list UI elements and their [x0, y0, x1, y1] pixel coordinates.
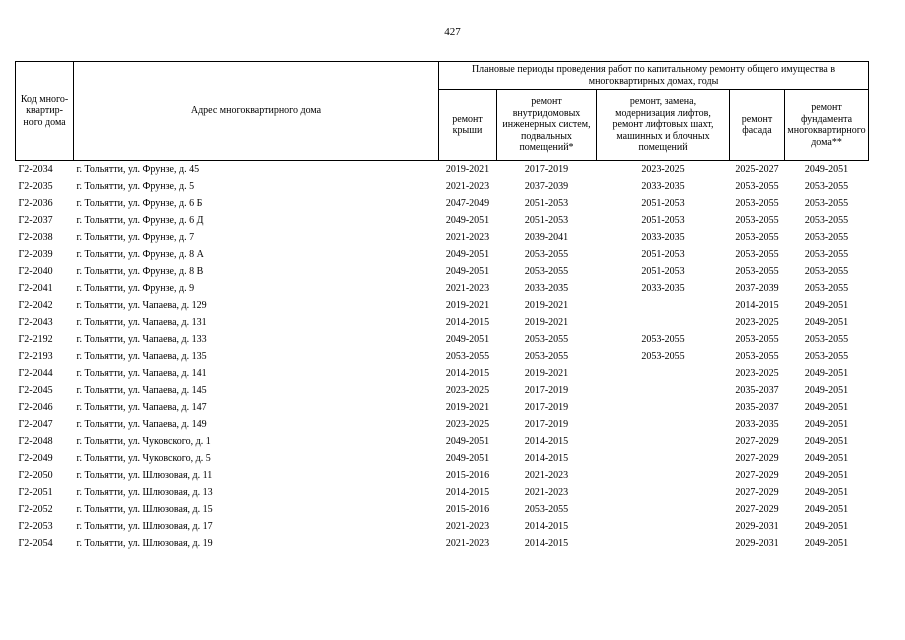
- cell-foundation: 2049-2051: [804, 163, 849, 175]
- table-row: [16, 416, 869, 433]
- cell-roof: 2019-2021: [445, 163, 490, 175]
- cell-code: Г2-2041: [18, 282, 53, 294]
- cell-code: Г2-2053: [18, 520, 53, 532]
- cell-code: Г2-2036: [18, 197, 53, 209]
- cell-lifts: 2051-2053: [641, 248, 685, 260]
- cell-address: г. Тольятти, ул. Чапаева, д. 129: [76, 299, 207, 311]
- cell-systems: 2021-2023: [524, 486, 569, 498]
- repair-schedule-table: [15, 61, 869, 552]
- cell-facade: 2027-2029: [735, 469, 779, 481]
- cell-foundation: 2049-2051: [804, 316, 849, 328]
- cell-lifts: 2053-2055: [641, 350, 685, 362]
- cell-foundation: 2049-2051: [804, 401, 849, 413]
- cell-foundation: 2049-2051: [804, 537, 849, 549]
- cell-code: Г2-2047: [18, 418, 53, 430]
- table-row: [16, 195, 869, 212]
- table-row: [16, 246, 869, 263]
- header-code: Код много- квартир- ного дома: [16, 62, 74, 161]
- cell-address: г. Тольятти, ул. Чапаева, д. 149: [76, 418, 207, 430]
- cell-facade: 2053-2055: [735, 180, 779, 192]
- cell-facade: 2035-2037: [735, 401, 779, 413]
- cell-foundation: 2049-2051: [804, 503, 849, 515]
- cell-roof: 2023-2025: [445, 418, 490, 430]
- table-row: [16, 331, 869, 348]
- cell-systems: 2019-2021: [524, 367, 569, 379]
- cell-code: Г2-2037: [18, 214, 53, 226]
- cell-systems: 2017-2019: [524, 418, 569, 430]
- cell-facade: 2033-2035: [735, 418, 779, 430]
- cell-address: г. Тольятти, ул. Фрунзе, д. 6 Б: [76, 197, 203, 209]
- cell-roof: 2015-2016: [445, 503, 490, 515]
- cell-facade: 2053-2055: [735, 333, 779, 345]
- cell-systems: 2014-2015: [524, 537, 569, 549]
- table-row: [16, 399, 869, 416]
- cell-lifts: [597, 365, 730, 382]
- cell-address: г. Тольятти, ул. Чуковского, д. 1: [76, 435, 211, 447]
- cell-foundation: 2053-2055: [804, 282, 849, 294]
- table-row: [16, 348, 869, 365]
- cell-code: Г2-2042: [18, 299, 53, 311]
- cell-code: Г2-2040: [18, 265, 53, 277]
- cell-roof: 2014-2015: [445, 316, 490, 328]
- table-row: [16, 535, 869, 552]
- cell-address: г. Тольятти, ул. Чуковского, д. 5: [76, 452, 211, 464]
- cell-facade: 2025-2027: [735, 163, 779, 175]
- table-row: [16, 161, 869, 179]
- cell-systems: 2017-2019: [524, 384, 569, 396]
- cell-lifts: [597, 382, 730, 399]
- cell-address: г. Тольятти, ул. Чапаева, д. 147: [76, 401, 207, 413]
- cell-foundation: 2053-2055: [804, 265, 849, 277]
- cell-lifts: 2051-2053: [641, 214, 685, 226]
- cell-foundation: 2053-2055: [804, 248, 849, 260]
- cell-systems: 2051-2053: [524, 214, 569, 226]
- table-row: [16, 450, 869, 467]
- cell-foundation: 2049-2051: [804, 367, 849, 379]
- cell-address: г. Тольятти, ул. Фрунзе, д. 9: [76, 282, 195, 294]
- cell-address: г. Тольятти, ул. Фрунзе, д. 7: [76, 231, 195, 243]
- cell-code: Г2-2045: [18, 384, 53, 396]
- cell-address: г. Тольятти, ул. Чапаева, д. 131: [76, 316, 207, 328]
- cell-systems: 2019-2021: [524, 299, 569, 311]
- cell-facade: 2029-2031: [735, 520, 779, 532]
- cell-code: Г2-2044: [18, 367, 53, 379]
- page-number: 427: [444, 26, 461, 38]
- cell-code: Г2-2034: [18, 163, 53, 175]
- cell-code: Г2-2038: [18, 231, 53, 243]
- cell-code: Г2-2049: [18, 452, 53, 464]
- cell-roof: 2021-2023: [445, 520, 490, 532]
- cell-lifts: 2033-2035: [641, 282, 685, 294]
- cell-systems: 2051-2053: [524, 197, 569, 209]
- cell-facade: 2027-2029: [735, 452, 779, 464]
- table-row: [16, 178, 869, 195]
- cell-facade: 2023-2025: [735, 316, 779, 328]
- cell-facade: 2029-2031: [735, 537, 779, 549]
- cell-lifts: [597, 467, 730, 484]
- cell-foundation: 2049-2051: [804, 299, 849, 311]
- header-lifts: ремонт, замена, модернизация лифтов, ремонт лифтовых шахт, машинных и блочных помещений: [597, 90, 730, 161]
- cell-facade: 2035-2037: [735, 384, 779, 396]
- cell-code: Г2-2039: [18, 248, 53, 260]
- cell-systems: 2017-2019: [524, 163, 569, 175]
- header-facade: ремонт фасада: [730, 90, 785, 161]
- cell-facade: 2027-2029: [735, 435, 779, 447]
- table-row: [16, 433, 869, 450]
- cell-address: г. Тольятти, ул. Шлюзовая, д. 17: [76, 520, 213, 532]
- table-row: [16, 518, 869, 535]
- cell-roof: 2021-2023: [445, 282, 490, 294]
- header-systems: ремонт внутридомовых инженерных систем, подвальных помещений*: [497, 90, 597, 161]
- cell-systems: 2021-2023: [524, 469, 569, 481]
- cell-foundation: 2053-2055: [804, 350, 849, 362]
- cell-roof: 2019-2021: [445, 401, 490, 413]
- cell-foundation: 2053-2055: [804, 197, 849, 209]
- cell-systems: 2014-2015: [524, 452, 569, 464]
- cell-facade: 2027-2029: [735, 503, 779, 515]
- cell-facade: 2053-2055: [735, 350, 779, 362]
- cell-address: г. Тольятти, ул. Фрунзе, д. 8 В: [76, 265, 204, 277]
- cell-systems: 2033-2035: [524, 282, 569, 294]
- cell-lifts: [597, 297, 730, 314]
- cell-code: Г2-2051: [18, 486, 53, 498]
- cell-lifts: [597, 484, 730, 501]
- cell-lifts: 2023-2025: [641, 163, 685, 175]
- cell-roof: 2049-2051: [445, 435, 490, 447]
- cell-address: г. Тольятти, ул. Шлюзовая, д. 15: [76, 503, 213, 515]
- cell-systems: 2039-2041: [524, 231, 569, 243]
- cell-systems: 2053-2055: [524, 333, 569, 345]
- cell-facade: 2053-2055: [735, 197, 779, 209]
- table-body: [16, 161, 869, 553]
- cell-facade: 2053-2055: [735, 248, 779, 260]
- table-row: [16, 263, 869, 280]
- cell-systems: 2053-2055: [524, 350, 569, 362]
- cell-systems: 2053-2055: [524, 248, 569, 260]
- table-row: [16, 229, 869, 246]
- table-row: [16, 280, 869, 297]
- cell-lifts: 2033-2035: [641, 231, 685, 243]
- cell-address: г. Тольятти, ул. Шлюзовая, д. 19: [76, 537, 213, 549]
- table-row: [16, 212, 869, 229]
- cell-foundation: 2053-2055: [804, 231, 849, 243]
- table-row: [16, 297, 869, 314]
- cell-address: г. Тольятти, ул. Чапаева, д. 135: [76, 350, 207, 362]
- cell-roof: 2021-2023: [445, 231, 490, 243]
- cell-foundation: 2049-2051: [804, 384, 849, 396]
- cell-code: Г2-2054: [18, 537, 53, 549]
- cell-roof: 2049-2051: [445, 333, 490, 345]
- cell-roof: 2049-2051: [445, 214, 490, 226]
- cell-facade: 2053-2055: [735, 214, 779, 226]
- cell-foundation: 2049-2051: [804, 469, 849, 481]
- cell-roof: 2047-2049: [445, 197, 490, 209]
- cell-facade: 2014-2015: [735, 299, 779, 311]
- cell-lifts: 2051-2053: [641, 265, 685, 277]
- cell-facade: 2053-2055: [735, 231, 779, 243]
- cell-code: Г2-2043: [18, 316, 53, 328]
- cell-facade: 2023-2025: [735, 367, 779, 379]
- cell-code: Г2-2052: [18, 503, 53, 515]
- cell-code: Г2-2035: [18, 180, 53, 192]
- cell-systems: 2014-2015: [524, 435, 569, 447]
- table-row: [16, 484, 869, 501]
- header-roof: ремонт крыши: [439, 90, 497, 161]
- cell-foundation: 2049-2051: [804, 486, 849, 498]
- cell-lifts: 2051-2053: [641, 197, 685, 209]
- cell-roof: 2014-2015: [445, 486, 490, 498]
- cell-foundation: 2049-2051: [804, 418, 849, 430]
- cell-roof: 2023-2025: [445, 384, 490, 396]
- header-foundation: ремонт фундамента многоквартирного дома**: [785, 90, 869, 161]
- cell-systems: 2053-2055: [524, 503, 569, 515]
- cell-foundation: 2049-2051: [804, 435, 849, 447]
- cell-roof: 2049-2051: [445, 452, 490, 464]
- cell-systems: 2037-2039: [524, 180, 569, 192]
- table-row: [16, 501, 869, 518]
- table-row: [16, 467, 869, 484]
- cell-roof: 2019-2021: [445, 299, 490, 311]
- cell-roof: 2049-2051: [445, 265, 490, 277]
- cell-address: г. Тольятти, ул. Фрунзе, д. 8 А: [76, 248, 204, 260]
- cell-facade: 2053-2055: [735, 265, 779, 277]
- cell-code: Г2-2048: [18, 435, 53, 447]
- cell-lifts: [597, 399, 730, 416]
- cell-code: Г2-2050: [18, 469, 53, 481]
- header-row-group: [16, 62, 869, 90]
- cell-lifts: 2053-2055: [641, 333, 685, 345]
- cell-address: г. Тольятти, ул. Фрунзе, д. 5: [76, 180, 195, 192]
- cell-code: Г2-2192: [18, 333, 53, 345]
- cell-roof: 2015-2016: [445, 469, 490, 481]
- cell-lifts: 2033-2035: [641, 180, 685, 192]
- cell-foundation: 2053-2055: [804, 180, 849, 192]
- cell-systems: 2053-2055: [524, 265, 569, 277]
- cell-lifts: [597, 314, 730, 331]
- cell-lifts: [597, 501, 730, 518]
- cell-roof: 2049-2051: [445, 248, 490, 260]
- cell-address: г. Тольятти, ул. Чапаева, д. 145: [76, 384, 207, 396]
- cell-facade: 2027-2029: [735, 486, 779, 498]
- cell-systems: 2014-2015: [524, 520, 569, 532]
- cell-roof: 2014-2015: [445, 367, 490, 379]
- cell-address: г. Тольятти, ул. Фрунзе, д. 6 Д: [76, 214, 204, 226]
- cell-address: г. Тольятти, ул. Шлюзовая, д. 11: [76, 469, 213, 481]
- header-planned-periods: Плановые периоды проведения работ по капитальному ремонту общего имущества в многоквартирных домах, годы: [439, 62, 869, 90]
- cell-lifts: [597, 416, 730, 433]
- cell-lifts: [597, 535, 730, 552]
- cell-address: г. Тольятти, ул. Фрунзе, д. 45: [76, 163, 200, 175]
- cell-foundation: 2053-2055: [804, 333, 849, 345]
- cell-systems: 2017-2019: [524, 401, 569, 413]
- cell-lifts: [597, 518, 730, 535]
- table-row: [16, 314, 869, 331]
- cell-address: г. Тольятти, ул. Чапаева, д. 141: [76, 367, 207, 379]
- cell-facade: 2037-2039: [735, 282, 779, 294]
- cell-roof: 2053-2055: [445, 350, 490, 362]
- cell-code: Г2-2046: [18, 401, 53, 413]
- cell-code: Г2-2193: [18, 350, 53, 362]
- cell-lifts: [597, 433, 730, 450]
- cell-foundation: 2053-2055: [804, 214, 849, 226]
- cell-lifts: [597, 450, 730, 467]
- cell-roof: 2021-2023: [445, 180, 490, 192]
- cell-address: г. Тольятти, ул. Шлюзовая, д. 13: [76, 486, 213, 498]
- header-address: Адрес многоквартирного дома: [74, 62, 439, 161]
- cell-address: г. Тольятти, ул. Чапаева, д. 133: [76, 333, 207, 345]
- cell-foundation: 2049-2051: [804, 452, 849, 464]
- cell-roof: 2021-2023: [445, 537, 490, 549]
- cell-systems: 2019-2021: [524, 316, 569, 328]
- table-row: [16, 365, 869, 382]
- cell-foundation: 2049-2051: [804, 520, 849, 532]
- table-row: [16, 382, 869, 399]
